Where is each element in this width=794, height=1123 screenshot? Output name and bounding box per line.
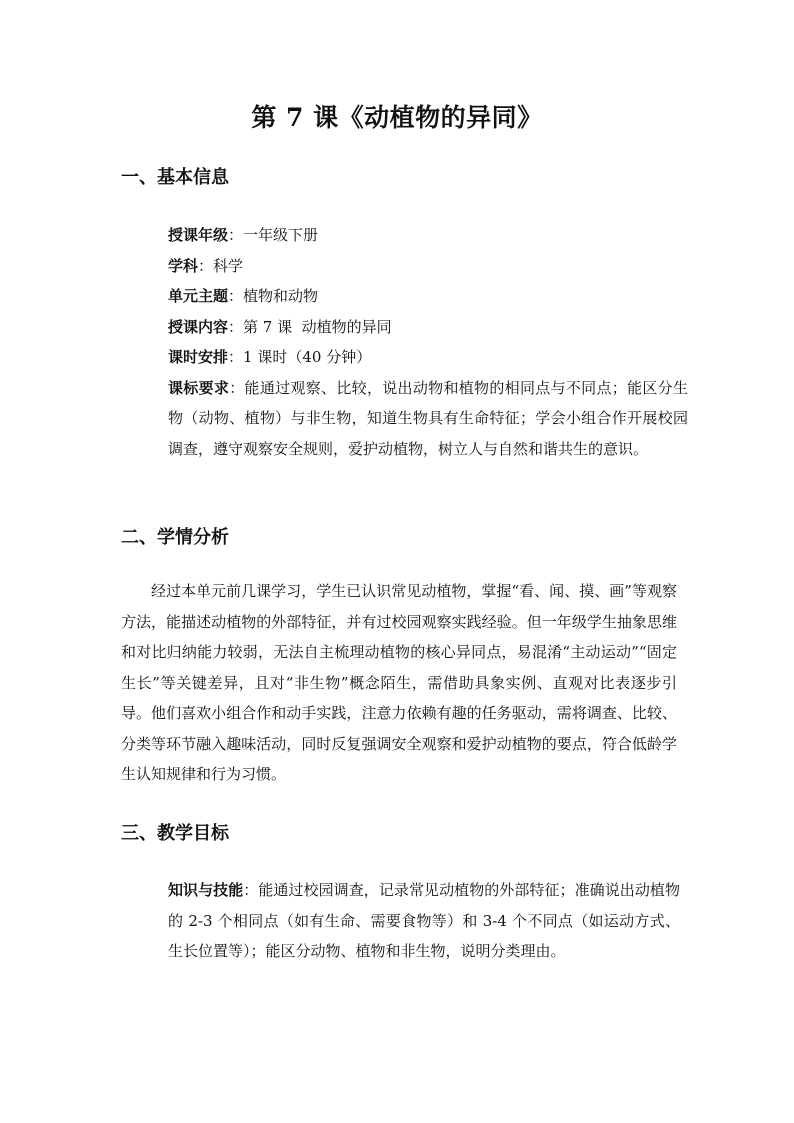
info-row-schedule [168, 342, 688, 373]
page-title: 第 7 课《动植物的异同》 [251, 103, 543, 132]
info-row-standards [168, 373, 688, 465]
info-separator: ： [198, 256, 214, 275]
info-value: 能通过观察、比较，说出动物和植物的相同点与不同点；能区分生物（动物、植物）与非生物，知道生物具有生命特征；学会小组合作开展校园调查，遵守观察安全规则，爱护动植物，树立人与自然和谐共生的意识。 [168, 378, 688, 458]
info-separator: ： [229, 378, 245, 397]
info-value: 科学 [213, 256, 244, 275]
info-value: 第 7 课 动植物的异同 [243, 317, 392, 336]
info-separator: ： [228, 348, 244, 366]
goal-label: 知识与技能 [168, 881, 244, 899]
info-label: 课标要求 [168, 378, 230, 397]
info-label: 课时安排 [168, 348, 229, 366]
info-value: 一年级下册 [243, 226, 319, 244]
section-heading-student-analysis: 二、学情分析 [121, 527, 229, 548]
info-value: 植物和动物 [243, 287, 319, 305]
goal-text: 能通过校园调查，记录常见动植物的外部特征；准确说出动植物的 2-3 个相同点（如有生命、需要食物等）和 3-4 个不同点（如运动方式、生长位置等）；能区分动物、植物和非生物，说明分类理由。 [168, 881, 680, 960]
basic-info-list [168, 220, 688, 464]
info-label: 授课年级 [168, 226, 229, 244]
info-label: 授课内容 [168, 317, 229, 336]
info-row-subject [168, 251, 688, 282]
goal-knowledge-skills [168, 875, 680, 967]
info-separator: ： [228, 226, 244, 244]
info-separator: ： [228, 287, 244, 305]
section-heading-basic-info: 一、基本信息 [121, 167, 229, 188]
student-analysis-paragraph: 经过本单元前几课学习，学生已认识常见动植物，掌握“看、闻、摸、画”等观察方法，能描述动植物的外部特征，并有过校园观察实践经验。但一年级学生抽象思维和对比归纳能力较弱，无法自主梳理动植物的核心异同点，易混淆“主动运动”“固定生长”等关键差异，且对“非生物”概念陌生，需借助具象实例、直观对比表逐步引导。他们喜欢小组合作和动手实践，注意力依赖有趣的任务驱动，需将调查、比较、分类等环节融入趣味活动，同时反复强调安全观察和爱护动植物的要点，符合低龄学生认知规律和行为习惯。 [121, 582, 677, 783]
info-label: 学科 [168, 256, 199, 275]
info-separator: ： [228, 317, 244, 336]
goal-separator: ： [243, 881, 259, 899]
info-row-content [168, 312, 688, 343]
info-value: 1 课时（40 分钟） [243, 348, 372, 366]
section-heading-teaching-goals: 三、教学目标 [121, 823, 229, 844]
info-label: 单元主题 [168, 287, 229, 305]
info-row-grade [168, 220, 688, 251]
info-row-unit-theme [168, 281, 688, 312]
